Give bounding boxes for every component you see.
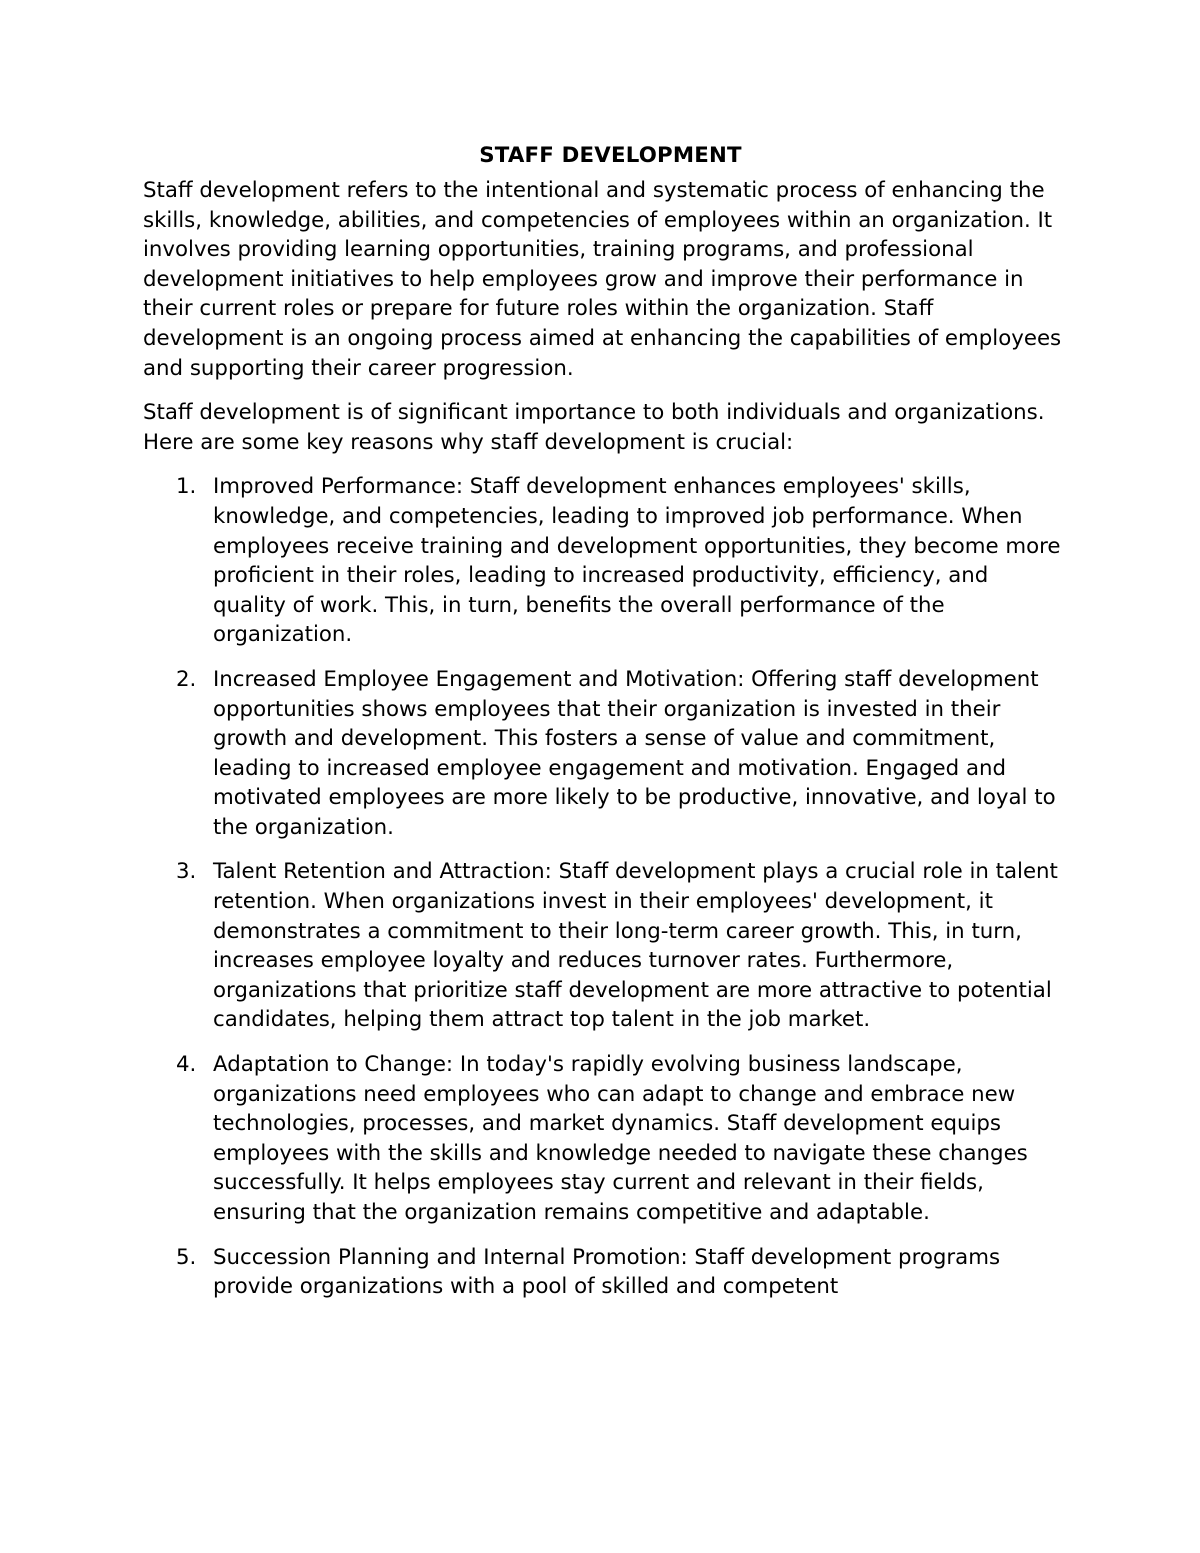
list-item (143, 857, 1063, 1035)
list-item-text: Talent Retention and Attraction: Staff development plays a crucial role in talent retention. When organizations invest in their employees' development, it demonstrates a commitment to their long-term career growth. This, in turn, increases employee loyalty and reduces turnover rates. Furthermore, organizations that prioritize staff development are more attractive to potential candidates, helping them attract top talent in the job market. (213, 859, 1058, 1033)
list-item-text: Succession Planning and Internal Promotion: Staff development programs provide organizations with a pool of skilled and competent (213, 1244, 1001, 1300)
list-item-number: 2. (176, 666, 197, 692)
list-item (143, 472, 1063, 650)
list-item-number: 5. (176, 1244, 197, 1270)
importance-paragraph: Staff development is of significant importance to both individuals and organizations. Here are some key reasons why staff development is crucial: (143, 400, 1045, 455)
list-item-number: 1. (176, 474, 197, 500)
list-item-text: Adaptation to Change: In today's rapidly evolving business landscape, organizations need employees who can adapt to change and embrace new technologies, processes, and market dynamics. Staff development equips employees with the skills and knowledge needed to navigate these changes successfully. It helps employees stay current and relevant in their fields, ensuring that the organization remains competitive and adaptable. (213, 1052, 1028, 1225)
document-body (143, 140, 1063, 1317)
list-item-text: Improved Performance: Staff development enhances employees' skills, knowledge, and competencies, leading to improved job performance. When employees receive training and development opportunities, they become more proficient in their roles, leading to increased productivity, efficiency, and quality of work. This, in turn, benefits the overall performance of the organization. (213, 474, 1061, 648)
list-item (143, 1050, 1063, 1228)
list-item-number: 3. (176, 859, 197, 885)
list-item (143, 665, 1063, 843)
list-item (143, 1243, 1063, 1302)
intro-paragraph: Staff development refers to the intentional and systematic process of enhancing the skills, knowledge, abilities, and competencies of employees within an organization. It involves providing learning opportunities, training programs, and professional development initiatives to help employees grow and improve their performance in their current roles or prepare for future roles within the organization. Staff development is an ongoing process aimed at enhancing the capabilities of employees and supporting their career progression. (143, 178, 1062, 381)
list-item-text: Increased Employee Engagement and Motivation: Offering staff development opportunities shows employees that their organization is invested in their growth and development. This fosters a sense of value and commitment, leading to increased employee engagement and motivation. Engaged and motivated employees are more likely to be productive, innovative, and loyal to the organization. (213, 666, 1056, 840)
document-title: STAFF DEVELOPMENT (479, 143, 742, 168)
reasons-list (143, 472, 1063, 1301)
list-item-number: 4. (176, 1052, 197, 1078)
